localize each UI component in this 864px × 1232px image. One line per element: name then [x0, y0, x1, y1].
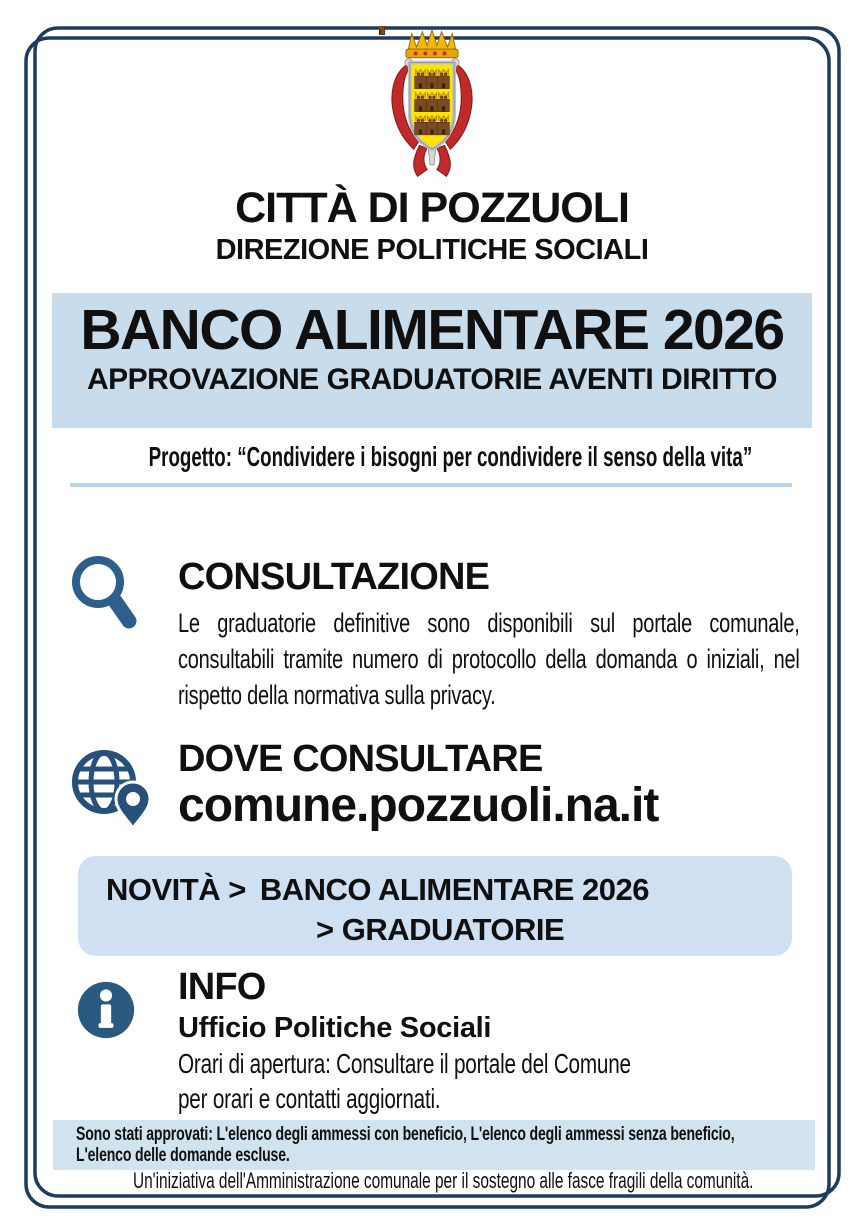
website-url: comune.pozzuoli.na.it — [178, 779, 659, 832]
banner-title: BANCO ALIMENTARE 2026 — [80, 298, 784, 362]
office-hours-line-2: per orari e contatti aggiornati. — [178, 1083, 441, 1114]
office-name: Ufficio Politiche Sociali — [178, 1012, 492, 1044]
breadcrumb-line-2: > GRADUATORIE — [316, 912, 565, 947]
breadcrumb-item: BANCO ALIMENTARE 2026 — [259, 872, 649, 907]
consultazione-body: Le graduatorie definitive sono disponibili sul portale comunale, consultabili tramite numero di protocollo della domanda o iniziali, nel rispetto della normativa sulla privacy. — [178, 608, 800, 710]
breadcrumb-prefix: NOVITÀ > — [106, 872, 246, 907]
section-divider — [70, 483, 792, 487]
banner — [52, 293, 812, 428]
globe-location-icon — [64, 740, 160, 841]
pozzuoli-coat-of-arms — [379, 26, 485, 189]
info-icon — [76, 980, 136, 1045]
office-hours-line-1: Orari di apertura: Consultare il portale del Comune — [178, 1048, 631, 1079]
approved-strip — [53, 1120, 815, 1170]
banner-subtitle: APPROVAZIONE GRADUATORIE AVENTI DIRITTO — [87, 362, 777, 396]
info-heading: INFO — [178, 966, 266, 1008]
consultazione-heading: CONSULTAZIONE — [178, 556, 490, 598]
breadcrumb-box — [78, 856, 792, 956]
department-subtitle: DIREZIONE POLITICHE SOCIALI — [215, 234, 649, 266]
project-line: Progetto: “Condividere i bisogni per condividere il senso della vita” — [148, 441, 753, 472]
breadcrumb-line-1 — [106, 872, 792, 908]
initiative-footer: Un'iniziativa dell'Amministrazione comunale per il sostegno alle fasce fragili della comunità. — [132, 1168, 754, 1193]
magnifier-icon — [68, 552, 148, 652]
page-title: CITTÀ DI POZZUOLI — [235, 184, 629, 232]
dove-heading: DOVE CONSULTARE — [178, 738, 543, 780]
approved-text: Sono stati approvati: L'elenco degli ammessi con beneficio, L'elenco degli ammessi senza beneficio, L'elenco delle domande escluse. — [76, 1124, 735, 1166]
coat-of-arms-icon — [379, 26, 485, 184]
